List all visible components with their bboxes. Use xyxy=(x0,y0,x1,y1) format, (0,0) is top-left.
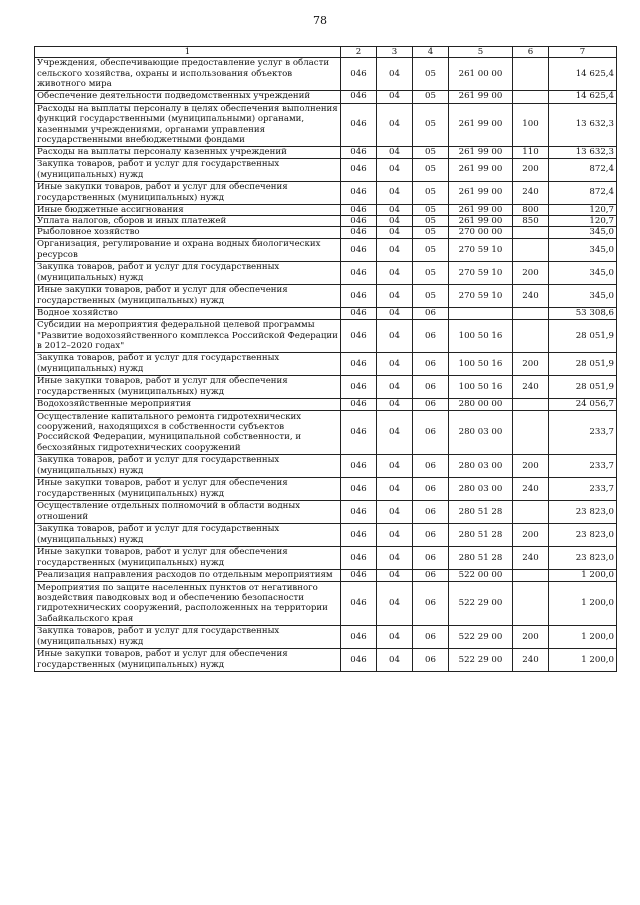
table-row xyxy=(35,261,617,284)
section-code: 04 xyxy=(377,523,413,546)
ministry-code: 046 xyxy=(341,158,377,181)
expense-type-code xyxy=(513,58,549,90)
ministry-code: 046 xyxy=(341,319,377,352)
target-article-code: 280 03 00 xyxy=(449,454,513,477)
expense-type-code: 200 xyxy=(513,352,549,375)
subsection-code: 06 xyxy=(413,625,449,648)
row-name: Иные закупки товаров, работ и услуг для обеспечения государственных (муниципальных) нужд xyxy=(35,284,341,307)
target-article-code: 261 99 00 xyxy=(449,181,513,204)
subsection-code: 05 xyxy=(413,103,449,146)
target-article-code: 270 00 00 xyxy=(449,227,513,238)
section-code: 04 xyxy=(377,146,413,158)
ministry-code: 046 xyxy=(341,398,377,410)
expense-type-code xyxy=(513,90,549,103)
section-code: 04 xyxy=(377,569,413,581)
subsection-code: 06 xyxy=(413,398,449,410)
table-row xyxy=(35,398,617,410)
amount: 233,7 xyxy=(549,410,617,454)
ministry-code: 046 xyxy=(341,523,377,546)
section-code: 04 xyxy=(377,477,413,500)
ministry-code: 046 xyxy=(341,352,377,375)
target-article-code: 261 00 00 xyxy=(449,58,513,90)
amount: 14 625,4 xyxy=(549,90,617,103)
expense-type-code xyxy=(513,569,549,581)
table-row xyxy=(35,546,617,569)
expense-type-code: 100 xyxy=(513,103,549,146)
page-number: 78 xyxy=(313,14,327,27)
ministry-code: 046 xyxy=(341,546,377,569)
column-header: 1 xyxy=(35,47,341,58)
section-code: 04 xyxy=(377,546,413,569)
budget-table xyxy=(34,46,617,672)
row-name: Обеспечение деятельности подведомственных учреждений xyxy=(35,90,341,103)
table-row xyxy=(35,58,617,90)
ministry-code: 046 xyxy=(341,284,377,307)
table-row xyxy=(35,648,617,671)
subsection-code: 05 xyxy=(413,227,449,238)
target-article-code: 261 99 00 xyxy=(449,216,513,227)
subsection-code: 06 xyxy=(413,477,449,500)
ministry-code: 046 xyxy=(341,477,377,500)
amount: 872,4 xyxy=(549,181,617,204)
ministry-code: 046 xyxy=(341,307,377,319)
row-name: Закупка товаров, работ и услуг для государственных (муниципальных) нужд xyxy=(35,261,341,284)
expense-type-code: 800 xyxy=(513,204,549,215)
section-code: 04 xyxy=(377,204,413,215)
amount: 1 200,0 xyxy=(549,569,617,581)
target-article-code: 100 50 16 xyxy=(449,375,513,398)
row-name: Расходы на выплаты персоналу в целях обеспечения выполнения функций государственными (муниципальными) органами, казенными учреждениями, органами управления государственными внебюджетными фондами xyxy=(35,103,341,146)
row-name: Иные закупки товаров, работ и услуг для обеспечения государственных (муниципальных) нужд xyxy=(35,648,341,671)
table-row xyxy=(35,500,617,523)
subsection-code: 05 xyxy=(413,181,449,204)
ministry-code: 046 xyxy=(341,227,377,238)
amount: 1 200,0 xyxy=(549,625,617,648)
target-article-code: 280 51 28 xyxy=(449,500,513,523)
table-row xyxy=(35,204,617,215)
amount: 28 051,9 xyxy=(549,319,617,352)
table-row xyxy=(35,238,617,261)
expense-type-code: 200 xyxy=(513,625,549,648)
section-code: 04 xyxy=(377,500,413,523)
amount: 23 823,0 xyxy=(549,523,617,546)
subsection-code: 06 xyxy=(413,581,449,625)
target-article-code: 280 51 28 xyxy=(449,546,513,569)
expense-type-code xyxy=(513,398,549,410)
amount: 13 632,3 xyxy=(549,146,617,158)
subsection-code: 06 xyxy=(413,410,449,454)
subsection-code: 05 xyxy=(413,158,449,181)
row-name: Закупка товаров, работ и услуг для государственных (муниципальных) нужд xyxy=(35,352,341,375)
row-name: Водохозяйственные мероприятия xyxy=(35,398,341,410)
target-article-code: 280 51 28 xyxy=(449,523,513,546)
table-header-row xyxy=(35,47,617,58)
subsection-code: 05 xyxy=(413,216,449,227)
amount: 13 632,3 xyxy=(549,103,617,146)
target-article-code: 522 00 00 xyxy=(449,569,513,581)
row-name: Иные закупки товаров, работ и услуг для обеспечения государственных (муниципальных) нужд xyxy=(35,181,341,204)
row-name: Расходы на выплаты персоналу казенных учреждений xyxy=(35,146,341,158)
row-name: Реализация направления расходов по отдельным мероприятиям xyxy=(35,569,341,581)
table-row xyxy=(35,625,617,648)
expense-type-code xyxy=(513,581,549,625)
table-row xyxy=(35,227,617,238)
section-code: 04 xyxy=(377,410,413,454)
amount: 345,0 xyxy=(549,227,617,238)
target-article-code xyxy=(449,307,513,319)
table-row xyxy=(35,454,617,477)
target-article-code: 270 59 10 xyxy=(449,238,513,261)
amount: 345,0 xyxy=(549,261,617,284)
column-header: 2 xyxy=(341,47,377,58)
table-row xyxy=(35,216,617,227)
expense-type-code xyxy=(513,227,549,238)
ministry-code: 046 xyxy=(341,146,377,158)
table-row xyxy=(35,146,617,158)
row-name: Иные закупки товаров, работ и услуг для обеспечения государственных (муниципальных) нужд xyxy=(35,546,341,569)
row-name: Осуществление капитального ремонта гидротехнических сооружений, находящихся в собственности субъектов Российской Федерации, муниципальной собственности, и бесхозяйных гидротехнических сооружений xyxy=(35,410,341,454)
expense-type-code: 240 xyxy=(513,477,549,500)
table-row xyxy=(35,90,617,103)
section-code: 04 xyxy=(377,238,413,261)
amount: 345,0 xyxy=(549,284,617,307)
table-row xyxy=(35,352,617,375)
amount: 120,7 xyxy=(549,204,617,215)
amount: 1 200,0 xyxy=(549,648,617,671)
section-code: 04 xyxy=(377,454,413,477)
expense-type-code: 240 xyxy=(513,375,549,398)
amount: 53 308,6 xyxy=(549,307,617,319)
column-header: 5 xyxy=(449,47,513,58)
table-row xyxy=(35,477,617,500)
ministry-code: 046 xyxy=(341,648,377,671)
subsection-code: 06 xyxy=(413,307,449,319)
target-article-code: 261 99 00 xyxy=(449,158,513,181)
target-article-code: 100 50 16 xyxy=(449,352,513,375)
row-name: Закупка товаров, работ и услуг для государственных (муниципальных) нужд xyxy=(35,158,341,181)
column-header: 7 xyxy=(549,47,617,58)
target-article-code: 270 59 10 xyxy=(449,261,513,284)
subsection-code: 06 xyxy=(413,648,449,671)
row-name: Иные бюджетные ассигнования xyxy=(35,204,341,215)
row-name: Субсидии на мероприятия федеральной целевой программы "Развитие водохозяйственного комплекса Российской Федерации в 2012–2020 годах" xyxy=(35,319,341,352)
expense-type-code: 200 xyxy=(513,158,549,181)
section-code: 04 xyxy=(377,158,413,181)
section-code: 04 xyxy=(377,227,413,238)
table-row xyxy=(35,523,617,546)
amount: 23 823,0 xyxy=(549,500,617,523)
amount: 14 625,4 xyxy=(549,58,617,90)
section-code: 04 xyxy=(377,284,413,307)
row-name: Рыболовное хозяйство xyxy=(35,227,341,238)
section-code: 04 xyxy=(377,398,413,410)
row-name: Иные закупки товаров, работ и услуг для обеспечения государственных (муниципальных) нужд xyxy=(35,375,341,398)
amount: 23 823,0 xyxy=(549,546,617,569)
ministry-code: 046 xyxy=(341,238,377,261)
subsection-code: 06 xyxy=(413,569,449,581)
row-name: Закупка товаров, работ и услуг для государственных (муниципальных) нужд xyxy=(35,523,341,546)
expense-type-code xyxy=(513,500,549,523)
expense-type-code: 240 xyxy=(513,181,549,204)
expense-type-code: 200 xyxy=(513,261,549,284)
expense-type-code xyxy=(513,238,549,261)
row-name: Закупка товаров, работ и услуг для государственных (муниципальных) нужд xyxy=(35,625,341,648)
amount: 28 051,9 xyxy=(549,375,617,398)
amount: 345,0 xyxy=(549,238,617,261)
column-header: 3 xyxy=(377,47,413,58)
row-name: Уплата налогов, сборов и иных платежей xyxy=(35,216,341,227)
target-article-code: 270 59 10 xyxy=(449,284,513,307)
table-row xyxy=(35,103,617,146)
subsection-code: 05 xyxy=(413,238,449,261)
target-article-code: 280 00 00 xyxy=(449,398,513,410)
ministry-code: 046 xyxy=(341,204,377,215)
ministry-code: 046 xyxy=(341,181,377,204)
subsection-code: 06 xyxy=(413,523,449,546)
amount: 28 051,9 xyxy=(549,352,617,375)
section-code: 04 xyxy=(377,181,413,204)
ministry-code: 046 xyxy=(341,569,377,581)
target-article-code: 261 99 00 xyxy=(449,103,513,146)
amount: 120,7 xyxy=(549,216,617,227)
subsection-code: 06 xyxy=(413,500,449,523)
ministry-code: 046 xyxy=(341,581,377,625)
amount: 233,7 xyxy=(549,454,617,477)
ministry-code: 046 xyxy=(341,410,377,454)
subsection-code: 06 xyxy=(413,546,449,569)
target-article-code: 261 99 00 xyxy=(449,146,513,158)
table-row xyxy=(35,410,617,454)
section-code: 04 xyxy=(377,103,413,146)
section-code: 04 xyxy=(377,352,413,375)
section-code: 04 xyxy=(377,90,413,103)
table-row xyxy=(35,569,617,581)
table-row xyxy=(35,581,617,625)
ministry-code: 046 xyxy=(341,216,377,227)
ministry-code: 046 xyxy=(341,375,377,398)
expense-type-code xyxy=(513,319,549,352)
subsection-code: 05 xyxy=(413,204,449,215)
row-name: Учреждения, обеспечивающие предоставление услуг в области сельского хозяйства, охраны и использования объектов животного мира xyxy=(35,58,341,90)
subsection-code: 05 xyxy=(413,261,449,284)
target-article-code: 522 29 00 xyxy=(449,625,513,648)
expense-type-code: 110 xyxy=(513,146,549,158)
amount: 233,7 xyxy=(549,477,617,500)
ministry-code: 046 xyxy=(341,90,377,103)
section-code: 04 xyxy=(377,307,413,319)
ministry-code: 046 xyxy=(341,261,377,284)
section-code: 04 xyxy=(377,648,413,671)
expense-type-code xyxy=(513,307,549,319)
subsection-code: 05 xyxy=(413,284,449,307)
table-row xyxy=(35,307,617,319)
ministry-code: 046 xyxy=(341,625,377,648)
subsection-code: 05 xyxy=(413,146,449,158)
amount: 24 056,7 xyxy=(549,398,617,410)
expense-type-code: 850 xyxy=(513,216,549,227)
column-header: 6 xyxy=(513,47,549,58)
row-name: Осуществление отдельных полномочий в области водных отношений xyxy=(35,500,341,523)
section-code: 04 xyxy=(377,319,413,352)
subsection-code: 06 xyxy=(413,454,449,477)
row-name: Организация, регулирование и охрана водных биологических ресурсов xyxy=(35,238,341,261)
amount: 1 200,0 xyxy=(549,581,617,625)
target-article-code: 522 29 00 xyxy=(449,581,513,625)
row-name: Иные закупки товаров, работ и услуг для обеспечения государственных (муниципальных) нужд xyxy=(35,477,341,500)
ministry-code: 046 xyxy=(341,103,377,146)
row-name: Закупка товаров, работ и услуг для государственных (муниципальных) нужд xyxy=(35,454,341,477)
target-article-code: 261 99 00 xyxy=(449,204,513,215)
table-row xyxy=(35,181,617,204)
expense-type-code: 200 xyxy=(513,523,549,546)
subsection-code: 06 xyxy=(413,319,449,352)
section-code: 04 xyxy=(377,216,413,227)
target-article-code: 100 50 16 xyxy=(449,319,513,352)
subsection-code: 05 xyxy=(413,90,449,103)
target-article-code: 280 03 00 xyxy=(449,477,513,500)
section-code: 04 xyxy=(377,375,413,398)
column-header: 4 xyxy=(413,47,449,58)
row-name: Водное хозяйство xyxy=(35,307,341,319)
expense-type-code: 240 xyxy=(513,546,549,569)
table-row xyxy=(35,158,617,181)
table-row xyxy=(35,319,617,352)
target-article-code: 280 03 00 xyxy=(449,410,513,454)
table-row xyxy=(35,375,617,398)
expense-type-code xyxy=(513,410,549,454)
section-code: 04 xyxy=(377,261,413,284)
ministry-code: 046 xyxy=(341,58,377,90)
subsection-code: 06 xyxy=(413,375,449,398)
section-code: 04 xyxy=(377,58,413,90)
target-article-code: 522 29 00 xyxy=(449,648,513,671)
expense-type-code: 240 xyxy=(513,284,549,307)
subsection-code: 06 xyxy=(413,352,449,375)
subsection-code: 05 xyxy=(413,58,449,90)
row-name: Мероприятия по защите населенных пунктов от негативного воздействия паводковых вод и обеспечению безопасности гидротехнических сооружений, расположенных на территории Забайкальского края xyxy=(35,581,341,625)
section-code: 04 xyxy=(377,625,413,648)
expense-type-code: 240 xyxy=(513,648,549,671)
expense-type-code: 200 xyxy=(513,454,549,477)
ministry-code: 046 xyxy=(341,454,377,477)
section-code: 04 xyxy=(377,581,413,625)
table-row xyxy=(35,284,617,307)
amount: 872,4 xyxy=(549,158,617,181)
ministry-code: 046 xyxy=(341,500,377,523)
target-article-code: 261 99 00 xyxy=(449,90,513,103)
